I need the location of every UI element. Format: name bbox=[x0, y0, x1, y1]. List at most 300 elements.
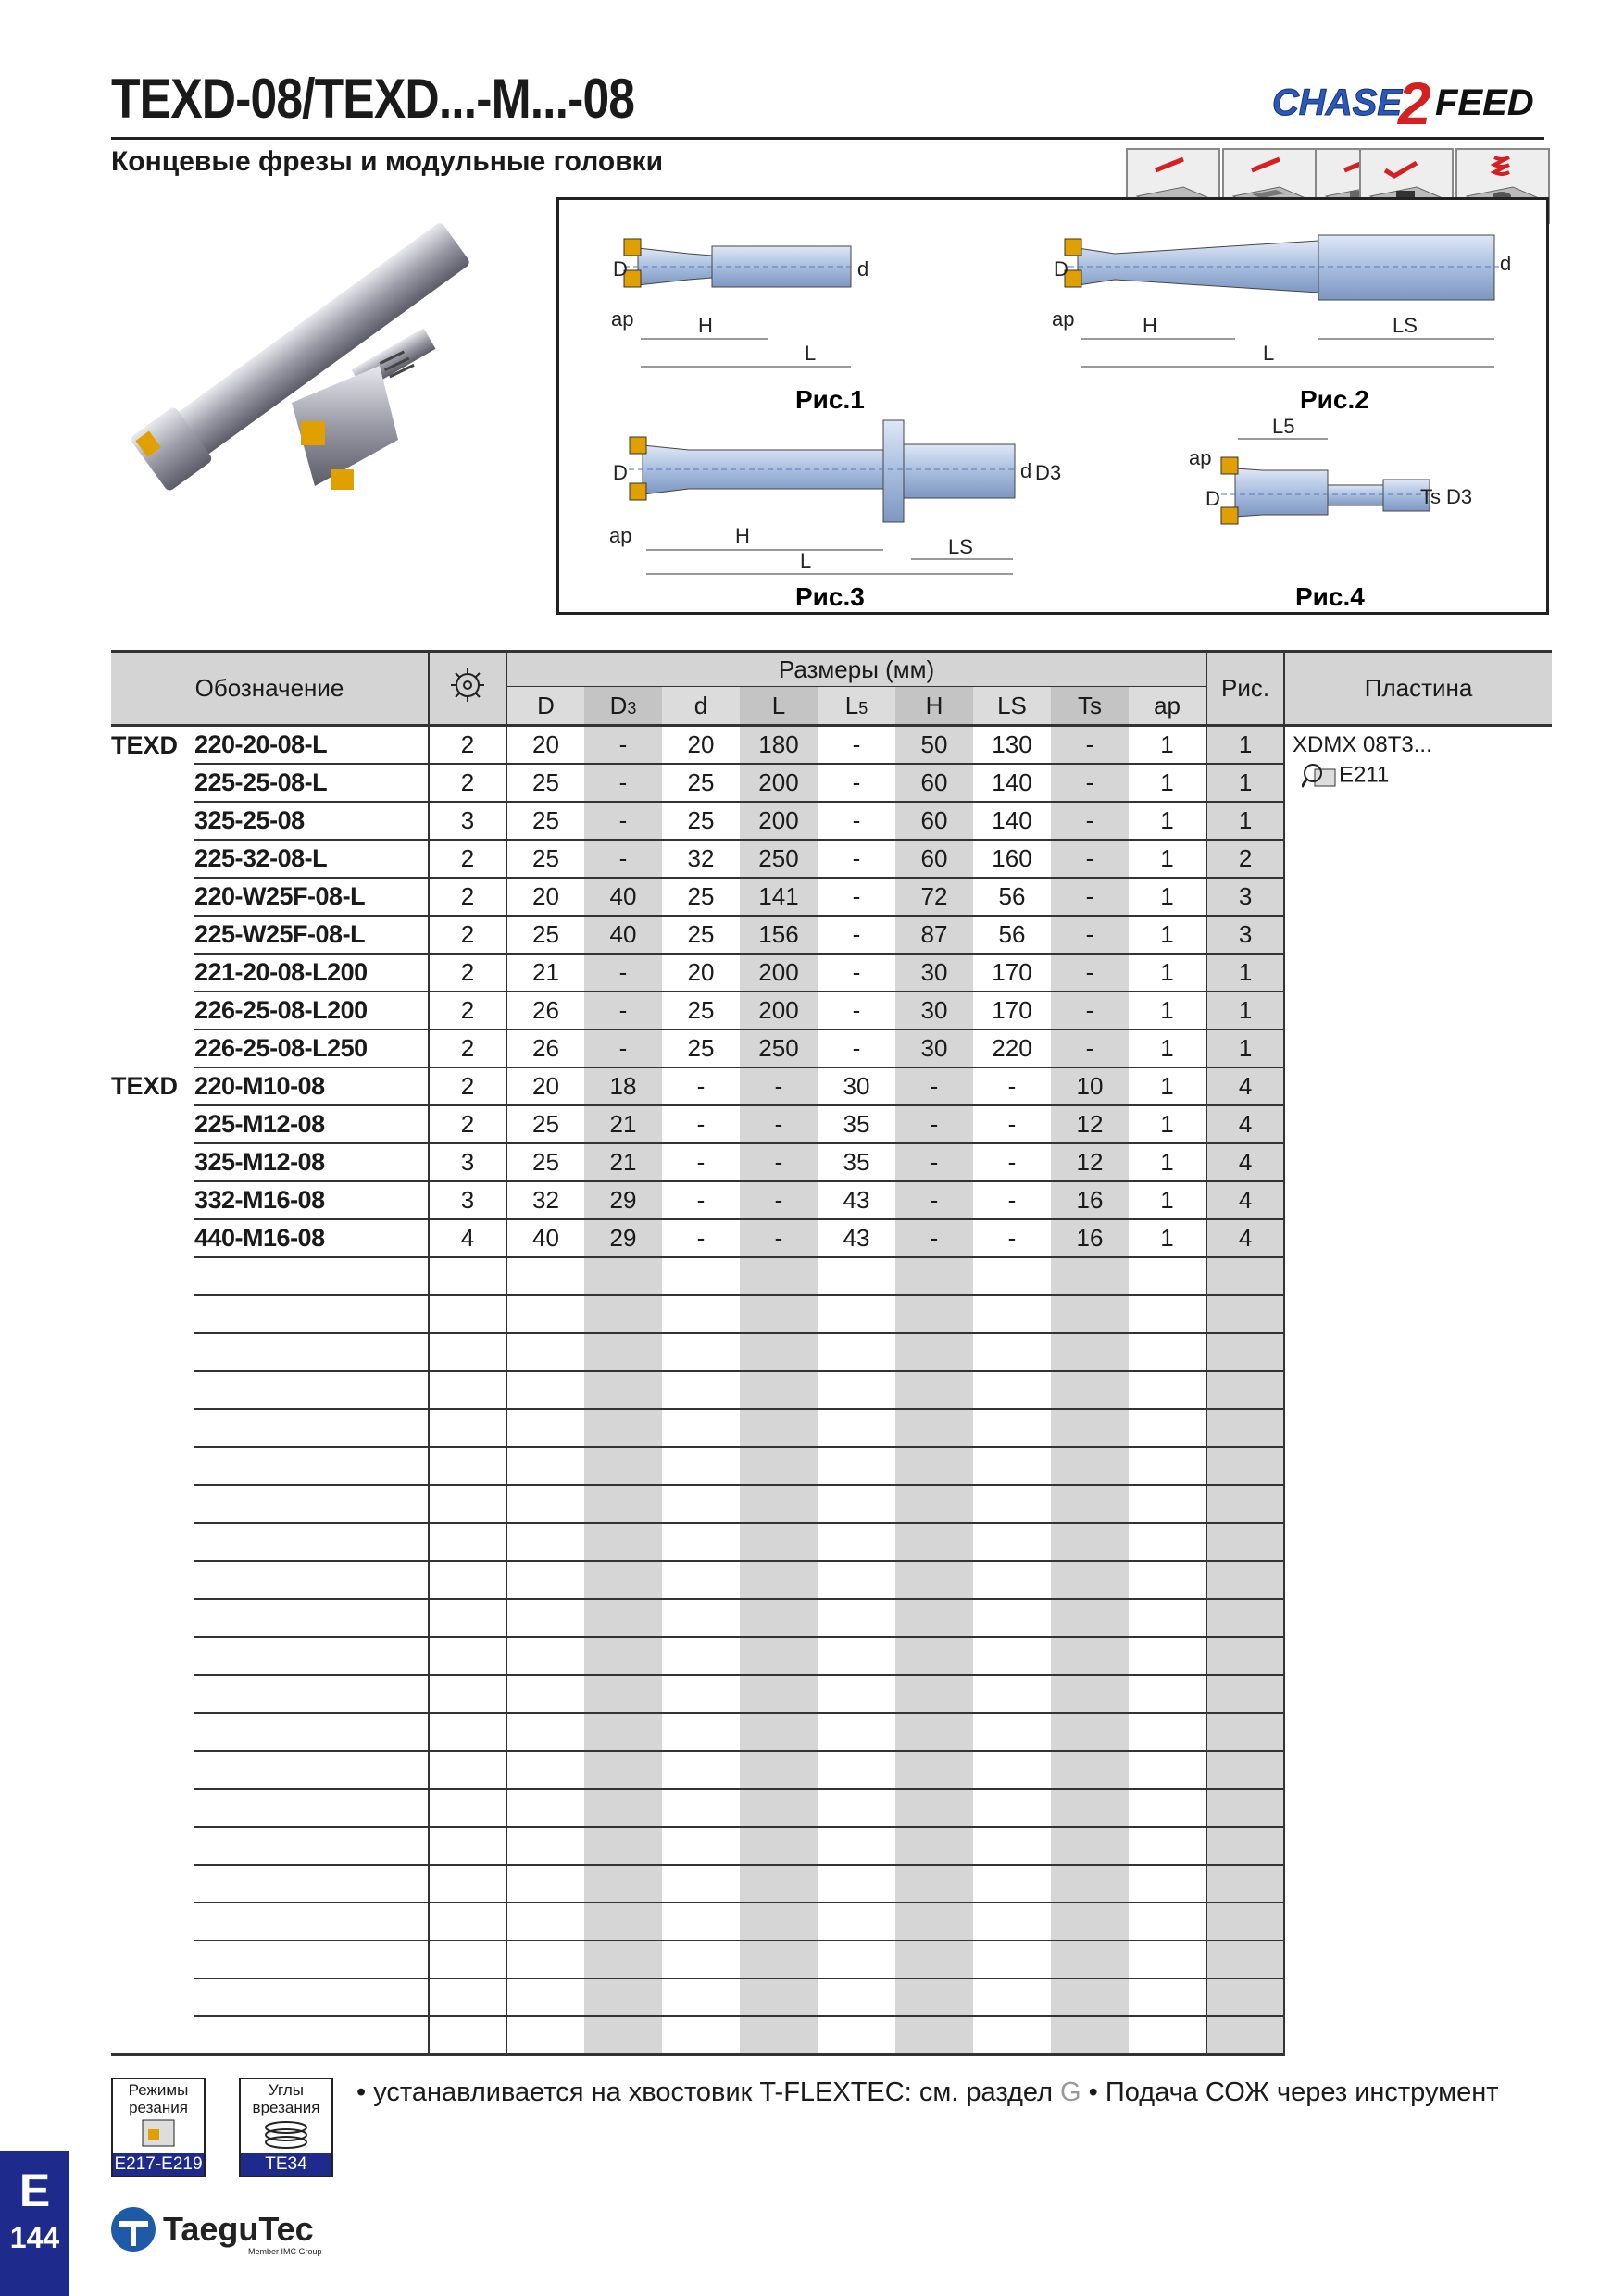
row-d: 20 bbox=[662, 726, 740, 765]
empty-cell bbox=[895, 1485, 973, 1523]
empty-cell bbox=[429, 1940, 506, 1978]
empty-cell bbox=[111, 1561, 194, 1599]
empty-cell bbox=[895, 1713, 973, 1751]
row-ls: 160 bbox=[973, 840, 1051, 878]
empty-cell bbox=[194, 2016, 429, 2055]
empty-cell bbox=[1051, 1903, 1129, 1940]
row-d: 32 bbox=[662, 840, 740, 878]
fig3-L: L bbox=[800, 549, 812, 572]
row-designation: 220-20-08-L bbox=[194, 726, 429, 765]
row-teeth: 2 bbox=[429, 954, 506, 992]
empty-cell bbox=[662, 1637, 740, 1675]
empty-cell bbox=[662, 1485, 740, 1523]
empty-cell bbox=[429, 1637, 506, 1675]
empty-cell bbox=[818, 1371, 895, 1409]
empty-cell bbox=[740, 1371, 818, 1409]
empty-cell bbox=[895, 1409, 973, 1447]
fig1-caption: Рис.1 bbox=[795, 385, 865, 414]
empty-cell bbox=[111, 1485, 194, 1523]
empty-cell bbox=[111, 1903, 194, 1940]
brand-logo bbox=[1268, 67, 1546, 131]
empty-cell bbox=[818, 1599, 895, 1637]
empty-cell bbox=[194, 1865, 429, 1903]
empty-cell bbox=[1206, 1485, 1284, 1523]
empty-cell bbox=[973, 1713, 1051, 1751]
empty-cell bbox=[818, 1789, 895, 1827]
empty-cell bbox=[662, 1409, 740, 1447]
row-ap: 1 bbox=[1129, 878, 1206, 916]
row-l5: - bbox=[818, 916, 895, 954]
row-l: - bbox=[740, 1105, 818, 1143]
empty-cell bbox=[1051, 1409, 1129, 1447]
row-h: - bbox=[895, 1067, 973, 1105]
empty-cell bbox=[1051, 1523, 1129, 1561]
empty-cell bbox=[506, 1978, 584, 2016]
empty-cell bbox=[111, 2016, 194, 2055]
fig2-H: H bbox=[1143, 314, 1157, 337]
row-h: - bbox=[895, 1181, 973, 1219]
empty-cell bbox=[662, 1675, 740, 1713]
empty-cell bbox=[818, 1865, 895, 1903]
row-d3: - bbox=[584, 954, 662, 992]
empty-cell bbox=[895, 1371, 973, 1409]
row-ls: 56 bbox=[973, 878, 1051, 916]
empty-cell bbox=[662, 1827, 740, 1865]
row-d: - bbox=[662, 1067, 740, 1105]
fig1-ap: ap bbox=[611, 307, 634, 331]
empty-cell bbox=[111, 1675, 194, 1713]
row-l5: 35 bbox=[818, 1143, 895, 1181]
row-l5: - bbox=[818, 726, 895, 765]
empty-cell bbox=[584, 1295, 662, 1333]
row-fig: 2 bbox=[1206, 840, 1284, 878]
empty-cell bbox=[194, 1371, 429, 1409]
empty-cell bbox=[1051, 1485, 1129, 1523]
empty-cell bbox=[1051, 1599, 1129, 1637]
empty-cell bbox=[973, 1940, 1051, 1978]
figure-1 bbox=[611, 239, 868, 367]
empty-cell bbox=[584, 1257, 662, 1295]
figure-2 bbox=[1052, 235, 1511, 367]
row-ts: - bbox=[1051, 764, 1129, 802]
row-d: 25 bbox=[662, 802, 740, 840]
row-prefix bbox=[111, 1181, 194, 1219]
row-prefix bbox=[111, 1029, 194, 1067]
row-fig: 3 bbox=[1206, 878, 1284, 916]
empty-cell bbox=[740, 1447, 818, 1485]
empty-cell bbox=[818, 1561, 895, 1599]
row-h: 87 bbox=[895, 916, 973, 954]
fig4-caption: Рис.4 bbox=[1295, 582, 1365, 611]
row-ts: 12 bbox=[1051, 1143, 1129, 1181]
row-ls: 130 bbox=[973, 726, 1051, 765]
empty-cell bbox=[194, 1675, 429, 1713]
col-header-l: L bbox=[740, 687, 818, 726]
row-ap: 1 bbox=[1129, 1029, 1206, 1067]
empty-cell bbox=[662, 1903, 740, 1940]
empty-cell bbox=[429, 1257, 506, 1295]
empty-cell bbox=[429, 1523, 506, 1561]
empty-cell bbox=[1051, 1713, 1129, 1751]
empty-cell bbox=[740, 1523, 818, 1561]
insert-ref: E211 bbox=[1339, 762, 1390, 788]
empty-cell bbox=[1129, 1940, 1206, 1978]
empty-cell bbox=[506, 1903, 584, 1940]
empty-cell bbox=[818, 1295, 895, 1333]
empty-cell bbox=[506, 2016, 584, 2055]
row-designation: 226-25-08-L250 bbox=[194, 1029, 429, 1067]
empty-cell bbox=[740, 1257, 818, 1295]
empty-cell bbox=[973, 1978, 1051, 2016]
empty-cell bbox=[194, 1257, 429, 1295]
row-d: 25 bbox=[506, 1143, 584, 1181]
empty-cell bbox=[662, 1523, 740, 1561]
footer-note bbox=[356, 2078, 1499, 2108]
row-d: 25 bbox=[662, 1029, 740, 1067]
empty-cell bbox=[429, 1333, 506, 1371]
empty-cell bbox=[506, 1599, 584, 1637]
brand-part2: 2 bbox=[1398, 70, 1431, 131]
row-l5: - bbox=[818, 840, 895, 878]
empty-cell bbox=[194, 1599, 429, 1637]
row-l: - bbox=[740, 1181, 818, 1219]
row-d3: - bbox=[584, 802, 662, 840]
row-l: 180 bbox=[740, 726, 818, 765]
row-teeth: 2 bbox=[429, 840, 506, 878]
empty-cell bbox=[1129, 1409, 1206, 1447]
empty-cell bbox=[506, 1789, 584, 1827]
row-ts: - bbox=[1051, 840, 1129, 878]
row-d3: - bbox=[584, 764, 662, 802]
note-part2: T-FLEXTEC: см. раздел bbox=[759, 2078, 1061, 2107]
row-designation: 332-M16-08 bbox=[194, 1181, 429, 1219]
empty-cell bbox=[111, 1599, 194, 1637]
row-ap: 1 bbox=[1129, 1105, 1206, 1143]
row-d3: - bbox=[584, 1029, 662, 1067]
row-ap: 1 bbox=[1129, 916, 1206, 954]
empty-cell bbox=[584, 1637, 662, 1675]
section-letter: E bbox=[19, 2165, 51, 2216]
cutting-data-title: Режимы резания bbox=[128, 2081, 189, 2116]
cutting-data-icon bbox=[135, 2116, 181, 2150]
empty-cell bbox=[973, 1409, 1051, 1447]
empty-cell bbox=[1129, 1371, 1206, 1409]
row-l: - bbox=[740, 1219, 818, 1257]
row-fig: 4 bbox=[1206, 1105, 1284, 1143]
ramping-angles-ref: TE34 bbox=[241, 2153, 331, 2176]
fig3-LS: LS bbox=[948, 535, 973, 558]
empty-cell bbox=[662, 1978, 740, 2016]
col-header-ts: Ts bbox=[1051, 687, 1129, 726]
fig3-D3: D3 bbox=[1035, 461, 1062, 484]
empty-cell bbox=[1206, 1751, 1284, 1789]
empty-cell bbox=[194, 1789, 429, 1827]
empty-cell bbox=[1129, 1485, 1206, 1523]
note-section-link[interactable]: G bbox=[1060, 2078, 1081, 2107]
empty-cell bbox=[1129, 1637, 1206, 1675]
empty-cell bbox=[1129, 1827, 1206, 1865]
empty-cell bbox=[584, 1371, 662, 1409]
row-l: 200 bbox=[740, 954, 818, 992]
empty-cell bbox=[194, 1485, 429, 1523]
empty-cell bbox=[818, 1637, 895, 1675]
empty-cell bbox=[818, 1447, 895, 1485]
empty-cell bbox=[111, 1637, 194, 1675]
fig2-ap: ap bbox=[1052, 307, 1075, 331]
row-ts: - bbox=[1051, 1029, 1129, 1067]
empty-cell bbox=[429, 1295, 506, 1333]
row-teeth: 2 bbox=[429, 1067, 506, 1105]
row-designation: 220-W25F-08-L bbox=[194, 878, 429, 916]
empty-cell bbox=[1129, 1978, 1206, 2016]
row-prefix bbox=[111, 1105, 194, 1143]
empty-cell bbox=[111, 1295, 194, 1333]
row-fig: 4 bbox=[1206, 1143, 1284, 1181]
empty-cell bbox=[1051, 1978, 1129, 2016]
col-header-ap: ap bbox=[1129, 687, 1206, 726]
row-d: - bbox=[662, 1105, 740, 1143]
empty-cell bbox=[506, 1751, 584, 1789]
empty-cell bbox=[506, 1827, 584, 1865]
fig2-LS: LS bbox=[1393, 314, 1418, 337]
empty-cell bbox=[818, 1333, 895, 1371]
row-d: 25 bbox=[506, 840, 584, 878]
empty-cell bbox=[895, 1978, 973, 2016]
header-designation: Обозначение bbox=[111, 652, 429, 726]
row-designation: 440-M16-08 bbox=[194, 1219, 429, 1257]
insert-ref-link[interactable] bbox=[1285, 758, 1552, 790]
row-prefix bbox=[111, 878, 194, 916]
fig1-H: H bbox=[698, 314, 713, 337]
empty-cell bbox=[662, 1599, 740, 1637]
row-ap: 1 bbox=[1129, 840, 1206, 878]
logo-sub: Member IMC Group bbox=[248, 2247, 322, 2256]
empty-cell bbox=[740, 1751, 818, 1789]
empty-cell bbox=[1051, 1789, 1129, 1827]
row-d: 20 bbox=[506, 726, 584, 765]
empty-cell bbox=[895, 1637, 973, 1675]
title-rule bbox=[111, 137, 1544, 140]
technical-drawings bbox=[556, 197, 1549, 615]
row-fig: 4 bbox=[1206, 1219, 1284, 1257]
fig4-Ts: Ts bbox=[1420, 485, 1441, 508]
empty-cell bbox=[1129, 1295, 1206, 1333]
row-fig: 1 bbox=[1206, 992, 1284, 1029]
row-teeth: 3 bbox=[429, 1143, 506, 1181]
empty-cell bbox=[1206, 1789, 1284, 1827]
empty-cell bbox=[429, 1903, 506, 1940]
empty-cell bbox=[740, 1333, 818, 1371]
row-d: 20 bbox=[662, 954, 740, 992]
empty-cell bbox=[662, 1257, 740, 1295]
empty-cell bbox=[895, 1295, 973, 1333]
empty-cell bbox=[194, 1295, 429, 1333]
fig1-d: d bbox=[857, 257, 869, 281]
empty-cell bbox=[111, 1940, 194, 1978]
empty-cell bbox=[1206, 1713, 1284, 1751]
row-ls: 140 bbox=[973, 764, 1051, 802]
empty-cell bbox=[194, 1978, 429, 2016]
empty-cell bbox=[584, 2016, 662, 2055]
empty-cell bbox=[818, 1409, 895, 1447]
row-prefix: TEXD bbox=[111, 730, 179, 759]
empty-cell bbox=[895, 1751, 973, 1789]
fig3-D: D bbox=[613, 461, 628, 484]
note-part4: • Подача СОЖ через инструмент bbox=[1081, 2078, 1499, 2107]
empty-cell bbox=[740, 1713, 818, 1751]
col-header-d: d bbox=[662, 687, 740, 726]
empty-cell bbox=[429, 1371, 506, 1409]
row-d3: 29 bbox=[584, 1181, 662, 1219]
empty-cell bbox=[111, 1409, 194, 1447]
empty-cell bbox=[584, 1865, 662, 1903]
empty-cell bbox=[818, 1257, 895, 1295]
empty-cell bbox=[818, 1903, 895, 1940]
row-l5: - bbox=[818, 992, 895, 1029]
brand-part1: CHASE bbox=[1272, 82, 1403, 123]
cutting-data-box[interactable] bbox=[111, 2078, 206, 2177]
row-l5: - bbox=[818, 878, 895, 916]
row-ls: - bbox=[973, 1219, 1051, 1257]
product-photo bbox=[102, 208, 537, 616]
empty-cell bbox=[506, 1637, 584, 1675]
row-teeth: 2 bbox=[429, 1029, 506, 1067]
row-fig: 4 bbox=[1206, 1067, 1284, 1105]
empty-cell bbox=[584, 1940, 662, 1978]
empty-cell bbox=[506, 1561, 584, 1599]
row-ap: 1 bbox=[1129, 1181, 1206, 1219]
empty-cell bbox=[506, 1523, 584, 1561]
row-teeth: 4 bbox=[429, 1219, 506, 1257]
empty-cell bbox=[895, 1523, 973, 1561]
empty-cell bbox=[895, 1789, 973, 1827]
empty-cell bbox=[584, 1789, 662, 1827]
empty-cell bbox=[584, 1447, 662, 1485]
row-ts: - bbox=[1051, 992, 1129, 1029]
fig2-caption: Рис.2 bbox=[1300, 385, 1369, 414]
row-h: - bbox=[895, 1219, 973, 1257]
empty-cell bbox=[895, 1561, 973, 1599]
empty-cell bbox=[1206, 1561, 1284, 1599]
row-h: 50 bbox=[895, 726, 973, 765]
row-l5: 35 bbox=[818, 1105, 895, 1143]
row-designation: 325-25-08 bbox=[194, 802, 429, 840]
empty-cell bbox=[740, 1561, 818, 1599]
col-header-ls: LS bbox=[973, 687, 1051, 726]
empty-cell bbox=[1051, 1371, 1129, 1409]
empty-cell bbox=[662, 1295, 740, 1333]
row-d: 25 bbox=[662, 878, 740, 916]
empty-cell bbox=[584, 1599, 662, 1637]
row-teeth: 2 bbox=[429, 764, 506, 802]
row-ls: - bbox=[973, 1143, 1051, 1181]
col-header-l5: L5 bbox=[818, 687, 895, 726]
fig3-ap: ap bbox=[609, 524, 632, 547]
row-d3: 18 bbox=[584, 1067, 662, 1105]
empty-cell bbox=[895, 1903, 973, 1940]
row-ts: 12 bbox=[1051, 1105, 1129, 1143]
fig4-D: D bbox=[1206, 487, 1220, 510]
header-dimensions: Размеры (мм) bbox=[506, 652, 1206, 687]
fig2-D: D bbox=[1054, 257, 1068, 281]
empty-cell bbox=[111, 1257, 194, 1295]
empty-cell bbox=[1051, 1333, 1129, 1371]
fig4-L5: L5 bbox=[1272, 415, 1295, 438]
row-d: 25 bbox=[662, 916, 740, 954]
empty-cell bbox=[506, 1675, 584, 1713]
empty-cell bbox=[506, 1865, 584, 1903]
empty-cell bbox=[740, 2016, 818, 2055]
insert-cell bbox=[1284, 726, 1552, 2055]
row-h: 30 bbox=[895, 954, 973, 992]
row-ap: 1 bbox=[1129, 1067, 1206, 1105]
empty-cell bbox=[1206, 1865, 1284, 1903]
logo-text: TaeguTec bbox=[163, 2210, 314, 2248]
empty-cell bbox=[1129, 1447, 1206, 1485]
empty-cell bbox=[1129, 1561, 1206, 1599]
row-d: 25 bbox=[506, 1105, 584, 1143]
empty-cell bbox=[1206, 1333, 1284, 1371]
empty-cell bbox=[740, 1940, 818, 1978]
row-ap: 1 bbox=[1129, 726, 1206, 765]
col-header-d3: D3 bbox=[584, 687, 662, 726]
row-d: - bbox=[662, 1143, 740, 1181]
row-ls: 220 bbox=[973, 1029, 1051, 1067]
empty-cell bbox=[740, 1485, 818, 1523]
row-ts: - bbox=[1051, 954, 1129, 992]
figure-3 bbox=[609, 420, 1061, 574]
empty-cell bbox=[429, 1865, 506, 1903]
row-l5: 30 bbox=[818, 1067, 895, 1105]
empty-cell bbox=[584, 1485, 662, 1523]
row-designation: 225-W25F-08-L bbox=[194, 916, 429, 954]
page-number: 144 bbox=[9, 2221, 60, 2254]
row-d: 20 bbox=[506, 878, 584, 916]
empty-cell bbox=[1129, 1257, 1206, 1295]
header-fig: Рис. bbox=[1206, 652, 1284, 726]
empty-cell bbox=[584, 1561, 662, 1599]
row-h: 60 bbox=[895, 840, 973, 878]
empty-cell bbox=[662, 1751, 740, 1789]
row-d3: 29 bbox=[584, 1219, 662, 1257]
empty-cell bbox=[584, 1751, 662, 1789]
empty-cell bbox=[194, 1827, 429, 1865]
ramping-angles-box[interactable] bbox=[239, 2078, 333, 2177]
empty-cell bbox=[1051, 1865, 1129, 1903]
header-insert: Пластина bbox=[1284, 652, 1552, 726]
row-l5: - bbox=[818, 764, 895, 802]
empty-cell bbox=[1129, 1333, 1206, 1371]
empty-cell bbox=[1206, 1978, 1284, 2016]
empty-cell bbox=[506, 1409, 584, 1447]
empty-cell bbox=[973, 1751, 1051, 1789]
row-designation: 225-25-08-L bbox=[194, 764, 429, 802]
empty-cell bbox=[740, 1295, 818, 1333]
empty-cell bbox=[740, 1675, 818, 1713]
empty-cell bbox=[506, 1447, 584, 1485]
row-fig: 1 bbox=[1206, 802, 1284, 840]
empty-cell bbox=[194, 1561, 429, 1599]
empty-cell bbox=[818, 2016, 895, 2055]
row-d: 26 bbox=[506, 992, 584, 1029]
empty-cell bbox=[584, 1409, 662, 1447]
empty-cell bbox=[506, 1371, 584, 1409]
empty-cell bbox=[1206, 1523, 1284, 1561]
row-d: 25 bbox=[506, 764, 584, 802]
row-ts: - bbox=[1051, 726, 1129, 765]
fig3-caption: Рис.3 bbox=[795, 582, 865, 611]
row-h: - bbox=[895, 1105, 973, 1143]
